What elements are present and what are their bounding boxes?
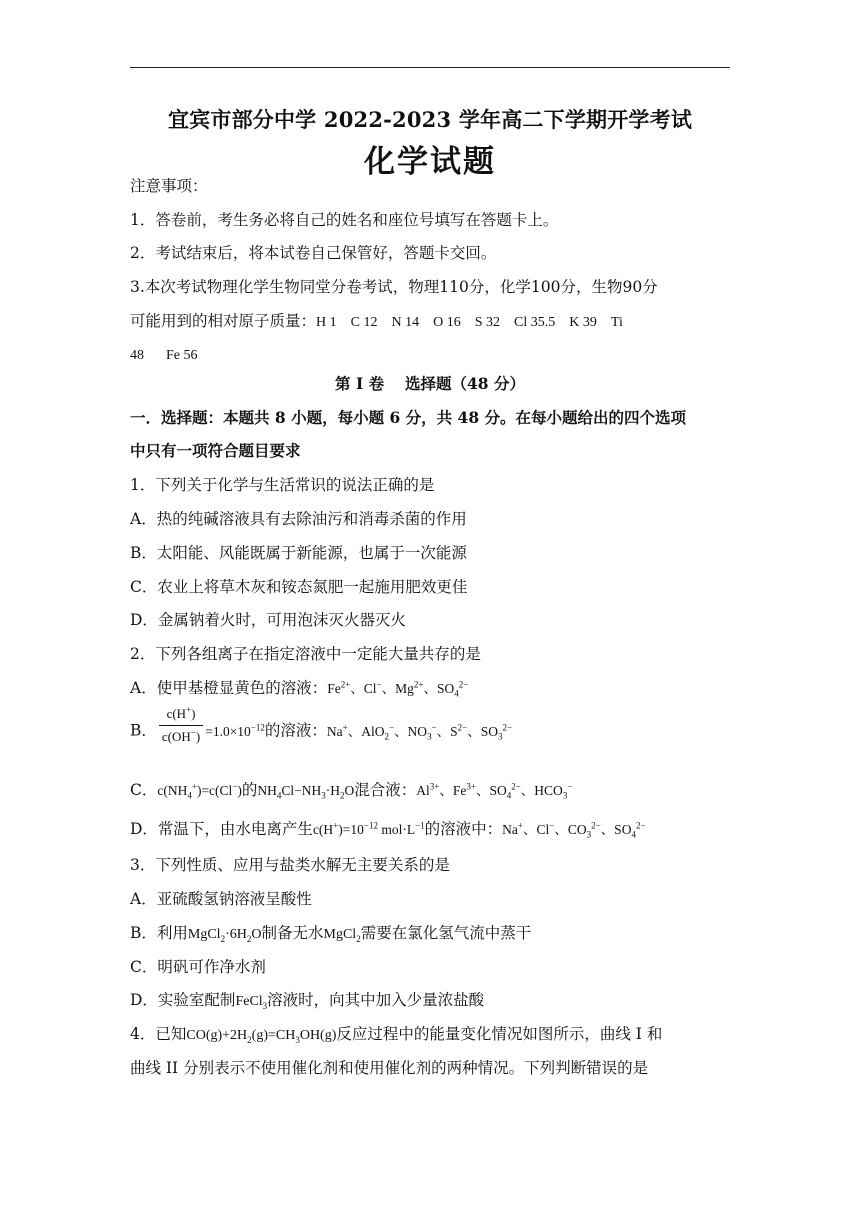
mass-ti: Ti	[610, 315, 623, 330]
q3-stem: 3．下列性质、应用与盐类水解无主要关系的是	[130, 856, 450, 874]
q2-option-b-fraction: $\frac{c(H^+)}{c(OH^-)}$	[159, 704, 203, 747]
q4-stem-text-1: 4．已知	[130, 1025, 187, 1043]
mass-n: N 14	[391, 315, 420, 330]
atomic-masses	[130, 311, 750, 333]
q1-option-c: C．农业上将草木灰和铵态氮肥一起施用肥效更佳	[130, 578, 468, 596]
header-rule	[130, 67, 730, 68]
q4-stem-line-2: 曲线 II 分别表示不使用催化剂和使用催化剂的两种情况。下列判断错误的是	[130, 1059, 649, 1077]
q3-option-d-formula: FeCl$_3$	[235, 994, 268, 1011]
q3-option-b-text-2: 制备无水	[261, 924, 324, 942]
q3-option-d-text-2: 溶液时，向其中加入少量浓盐酸	[267, 991, 485, 1009]
q1-option-d: D．金属钠着火时，可用泡沫灭火器灭火	[130, 611, 406, 629]
q2-option-a-ions: $Fe^{2+}$、Cl−、$Mg^{2+}$、$SO_4^{2-}$	[327, 679, 469, 699]
section-title: 第 I 卷 选择题（48 分）	[335, 374, 525, 393]
q4-stem-text-2: 反应过程中的能量变化情况如图所示，曲线 I 和	[336, 1025, 663, 1043]
mass-cl: Cl 35.5	[514, 315, 556, 330]
mass-c: C 12	[350, 315, 378, 330]
q2-option-d-ions: Na+、Cl−、$CO_3^{2-}$、$SO_4^{2-}$	[502, 820, 646, 840]
q2-option-d-text-1: D．常温下，由水电离产生	[130, 820, 313, 838]
q3-option-b-formula-2: MgCl$_2$	[323, 927, 361, 944]
q3-option-d-text-1: D．实验室配制	[130, 991, 236, 1009]
mass-s: S 32	[474, 315, 501, 330]
notice-item-1: 1．答卷前，考生务必将自己的姓名和座位号填写在答题卡上。	[130, 211, 559, 229]
q1-option-a: A．热的纯碱溶液具有去除油污和消毒杀菌的作用	[130, 510, 467, 528]
q1-option-b: B．太阳能、风能既属于新能源，也属于一次能源	[130, 544, 467, 562]
mass-ti-value: 48	[130, 348, 144, 363]
atomic-masses-cont	[130, 344, 750, 366]
q2-option-d-text-2: 的溶液中：	[424, 820, 503, 838]
q4-stem-line-1	[130, 1024, 750, 1046]
q3-option-b	[130, 923, 750, 945]
q3-option-b-text-3: 需要在氯化氢气流中蒸干	[360, 924, 532, 942]
q3-option-a: A．亚硫酸氢钠溶液呈酸性	[130, 890, 312, 908]
q2-option-a-text: A．使甲基橙显黄色的溶液：	[130, 679, 328, 697]
mass-fe: Fe 56	[166, 348, 198, 363]
subject-title: 化学试题	[364, 144, 496, 180]
q2-option-b	[130, 704, 750, 747]
q2-option-c-text-2: 混合液：	[354, 781, 417, 799]
q2-option-a	[130, 678, 750, 699]
mass-k: K 39	[569, 315, 597, 330]
atomic-masses-label: 可能用到的相对原子质量：	[130, 312, 317, 330]
q2-option-c	[130, 780, 750, 801]
mass-o: O 16	[433, 315, 461, 330]
q4-reaction: $CO(g)+2H_2(g)=CH_3OH(g)$	[186, 1028, 337, 1045]
notice-item-2: 2．考试结束后，将本试卷自己保管好，答题卡交回。	[130, 244, 497, 262]
q2-stem: 2．下列各组离子在指定溶液中一定能大量共存的是	[130, 645, 481, 663]
q2-option-b-ions: Na+、AlO$_2$−、$NO_3^-$、$S^{2-}$、$SO_3^{2-}$	[326, 722, 513, 742]
q3-option-d	[130, 990, 750, 1012]
q2-option-d-condition: $c(H^+)=10^{-12}$ $mol\cdot L^{-1}$	[312, 820, 425, 837]
notice-item-3: 3.本次考试物理化学生物同堂分卷考试，物理110分，化学100分，生物90分	[130, 278, 658, 296]
q3-option-c: C．明矾可作净水剂	[130, 958, 266, 976]
q2-option-c-label: C．	[130, 781, 158, 799]
q2-option-c-condition: $c(NH_4^+)=c(Cl^-)$	[157, 781, 242, 801]
q2-option-b-label: B．	[130, 721, 157, 740]
mass-h: H 1	[316, 315, 337, 330]
exam-title: 宜宾市部分中学 2022-2023 学年高二下学期开学考试	[167, 107, 693, 132]
q3-option-b-formula-1: $MgCl_2\cdot 6H_2O$	[187, 927, 262, 944]
section-instruction-2: 中只有一项符合题目要求	[130, 441, 301, 460]
q2-option-d	[130, 819, 750, 840]
q2-option-b-ratio: $=1.0\times 10^{-12}$	[205, 722, 265, 739]
q2-option-b-text: 的溶液：	[264, 721, 327, 740]
q3-option-b-text-1: B．利用	[130, 924, 188, 942]
q2-option-c-mixture: $NH_4Cl-NH_3\cdot H_2O$	[257, 783, 355, 801]
notice-heading: 注意事项：	[130, 177, 208, 195]
q2-option-c-ions: $Al^{3+}$、$Fe^{3+}$、$SO_4^{2-}$、$HCO_3^-$	[416, 781, 573, 801]
q1-stem: 1．下列关于化学与生活常识的说法正确的是	[130, 476, 435, 494]
section-instruction-1: 一．选择题：本题共 8 小题，每小题 6 分，共 48 分。在每小题给出的四个选项	[130, 408, 687, 427]
q2-option-c-text-1: 的	[241, 781, 258, 799]
